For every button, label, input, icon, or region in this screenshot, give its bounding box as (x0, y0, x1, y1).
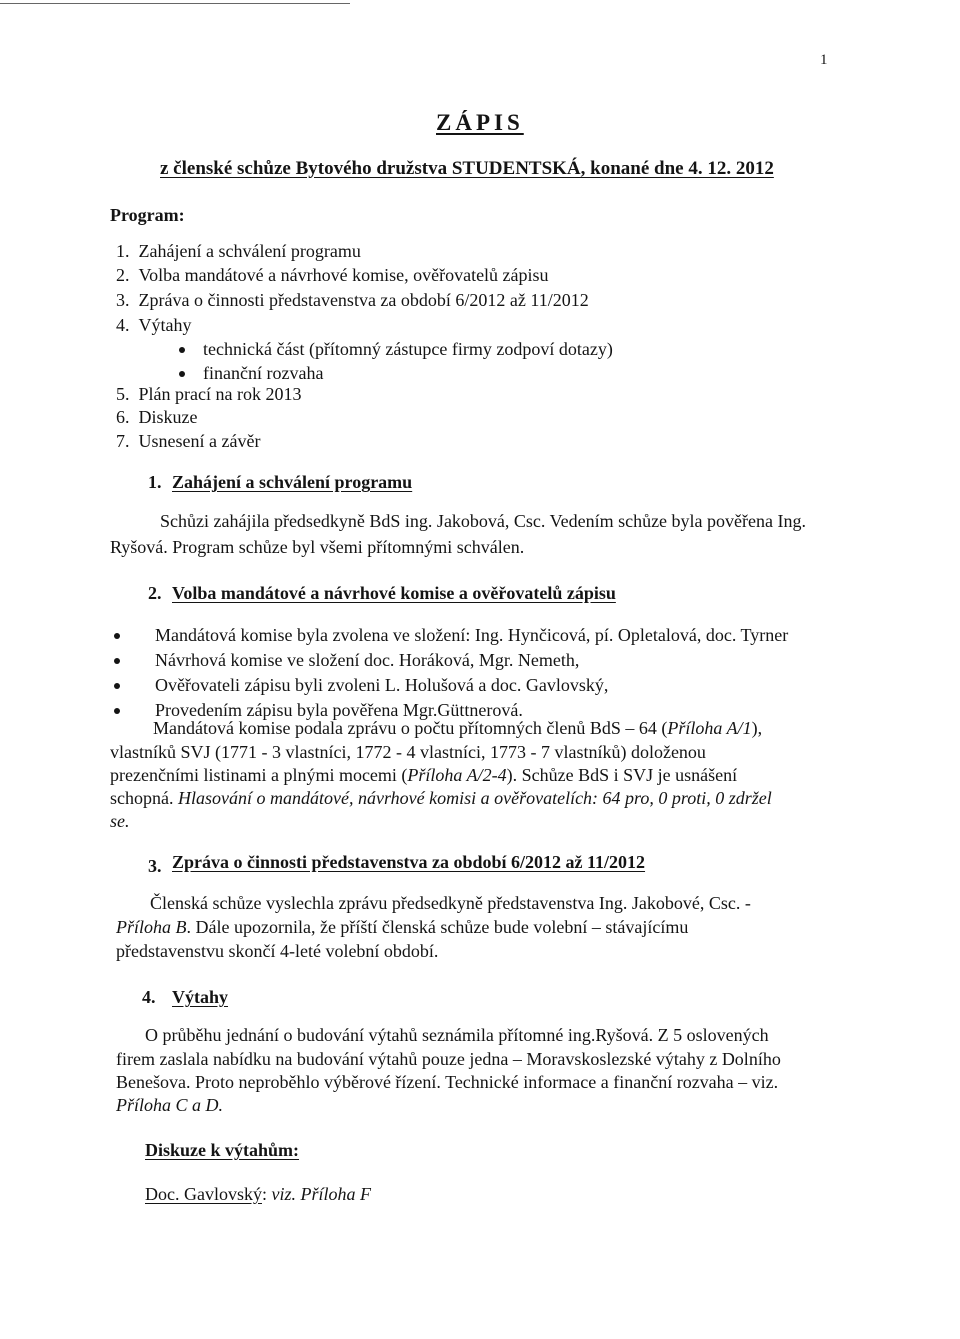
section-number: 3. (148, 856, 162, 876)
voting-result: schopná. Hlasování o mandátové, návrhové komisi a ověřovatelích: 64 pro, 0 proti, 0 zdržel (110, 788, 772, 808)
scan-top-rule (0, 3, 350, 4)
attachment-reference: Příloha C a D. (116, 1095, 224, 1115)
committee-item: Mandátová komise byla zvolena ve složení: Ing. Hynčicová, pí. Opletalová, doc. Tyrner (155, 625, 789, 645)
section-number: 4. (142, 987, 156, 1007)
section-text: Ryšová. Program schůze byl všemi přítomnými schválen. (110, 537, 525, 557)
section-heading: Zpráva o činnosti představenstva za období 6/2012 až 11/2012 (172, 852, 646, 872)
program-heading: Program: (110, 205, 185, 225)
committee-item: Ověřovateli zápisu byli zvoleni L. Holušová a doc. Gavlovský, (155, 675, 609, 695)
document-subtitle: z členské schůze Bytového družstva STUDENTSKÁ, konané dne 4. 12. 2012 (160, 158, 774, 179)
committee-item: Návrhová komise ve složení doc. Horáková, Mgr. Nemeth, (155, 650, 580, 670)
bullet-icon (114, 708, 120, 714)
program-item: 1. Zahájení a schválení programu (116, 241, 361, 261)
voting-result: se. (110, 811, 130, 831)
section-text: představenstvu skončí 4-leté volební období. (116, 941, 439, 961)
program-item: 5. Plán prací na rok 2013 (116, 384, 302, 404)
discussion-entry: Doc. Gavlovský: viz. Příloha F (145, 1184, 371, 1204)
bullet-icon (179, 347, 185, 353)
page-number: 1 (820, 52, 828, 68)
bullet-icon (114, 633, 120, 639)
program-subitem: technická část (přítomný zástupce firmy zodpoví dotazy) (203, 339, 613, 359)
section-number: 2. (148, 583, 162, 603)
section-heading: Zahájení a schválení programu (172, 472, 413, 492)
program-item: 7. Usnesení a závěr (116, 431, 261, 451)
attendance-text: prezenčními listinami a plnými mocemi (Příloha A/2-4). Schůze BdS i SVJ je usnášení (110, 765, 738, 785)
section-number: 1. (148, 472, 162, 492)
attendance-text: vlastníků SVJ (1771 - 3 vlastníci, 1772 - 4 vlastníci, 1773 - 7 vlastníků) doloženou (110, 742, 706, 762)
program-item: 4. Výtahy (116, 315, 192, 335)
section-text: O průběhu jednání o budování výtahů seznámila přítomné ing.Ryšová. Z 5 oslovených (145, 1025, 769, 1045)
section-text: Příloha B. Dále upozornila, že příští členská schůze bude volební – stávajícímu (116, 917, 689, 937)
document-title: ZÁPIS (436, 110, 524, 135)
program-item: 6. Diskuze (116, 407, 198, 427)
section-text: firem zaslala nabídku na budování výtahů pouze jedna – Moravskoslezské výtahy z Dolního (116, 1049, 781, 1069)
section-text: Benešova. Proto neproběhlo výběrové řízení. Technické informace a finanční rozvaha – viz. (116, 1072, 779, 1092)
attendance-text: Mandátová komise podala zprávu o počtu přítomných členů BdS – 64 (Příloha A/1), (153, 718, 763, 738)
program-item: 3. Zpráva o činnosti představenstva za období 6/2012 až 11/2012 (116, 290, 589, 310)
section-heading: Volba mandátové a návrhové komise a ověřovatelů zápisu (172, 583, 616, 603)
committee-item: Provedením zápisu byla pověřena Mgr.Güttnerová. (155, 700, 523, 720)
section-text: Schůzi zahájila předsedkyně BdS ing. Jakobová, Csc. Vedením schůze byla pověřena Ing. (160, 511, 806, 531)
discussion-heading: Diskuze k výtahům: (145, 1140, 300, 1160)
bullet-icon (179, 371, 185, 377)
section-text: Členská schůze vyslechla zprávu předsedkyně představenstva Ing. Jakobové, Csc. - (150, 893, 751, 913)
section-heading: Výtahy (172, 987, 229, 1007)
bullet-icon (114, 658, 120, 664)
program-subitem: finanční rozvaha (203, 363, 324, 383)
bullet-icon (114, 683, 120, 689)
program-item: 2. Volba mandátové a návrhové komise, ověřovatelů zápisu (116, 265, 549, 285)
